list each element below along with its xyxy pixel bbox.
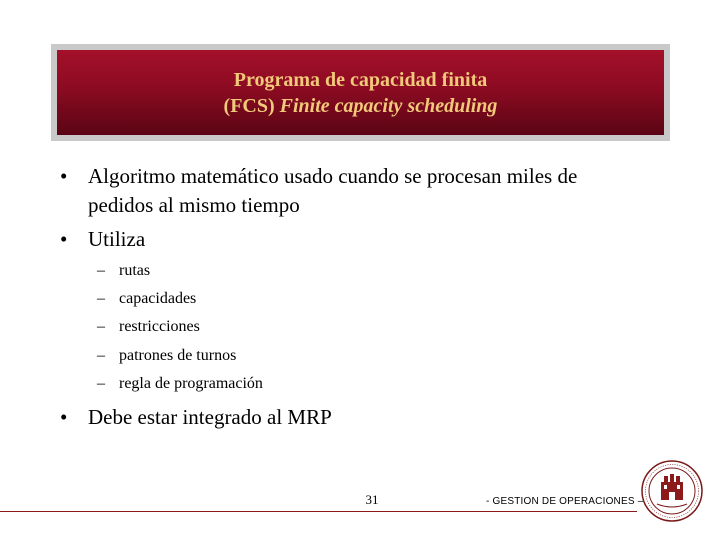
university-seal-icon [641, 460, 703, 522]
title-line-2-italic: Finite capacity scheduling [279, 94, 498, 117]
sub-item-text: patrones de turnos [119, 347, 237, 364]
sub-item [97, 289, 196, 309]
bullet-text: Algoritmo matemático usado cuando se procesan miles de [88, 164, 578, 188]
sub-item-text: capacidades [119, 290, 197, 307]
sub-item-text: restricciones [119, 318, 200, 335]
sub-item-text: rutas [119, 262, 151, 279]
title-line-1: Programa de capacidad finita [233, 68, 488, 91]
bullet-marker: • [60, 164, 68, 188]
sub-marker: – [97, 347, 105, 364]
bullet-item [60, 162, 577, 220]
bullet-marker: • [60, 227, 68, 251]
footer-divider [0, 511, 637, 512]
sub-item-text: regla de programación [119, 375, 263, 392]
sub-item [97, 346, 236, 366]
sub-marker: – [97, 318, 105, 335]
bullet-text: Debe estar integrado al MRP [88, 405, 332, 429]
bullet-text: Utiliza [88, 227, 146, 251]
bullet-item [60, 225, 145, 254]
title-line-2-prefix: (FCS) [223, 94, 280, 117]
page-number: 31 [365, 492, 379, 507]
bullet-marker: • [60, 405, 68, 429]
sub-item [97, 317, 200, 337]
bullet-item [60, 403, 332, 432]
sub-item [97, 374, 263, 394]
sub-marker: – [97, 290, 105, 307]
bullet-text-continued: pedidos al mismo tiempo [88, 193, 300, 217]
sub-marker: – [97, 375, 105, 392]
sub-marker: – [97, 262, 105, 279]
sub-item [97, 261, 150, 281]
footer-text: - GESTION DE OPERACIONES – [486, 496, 644, 507]
